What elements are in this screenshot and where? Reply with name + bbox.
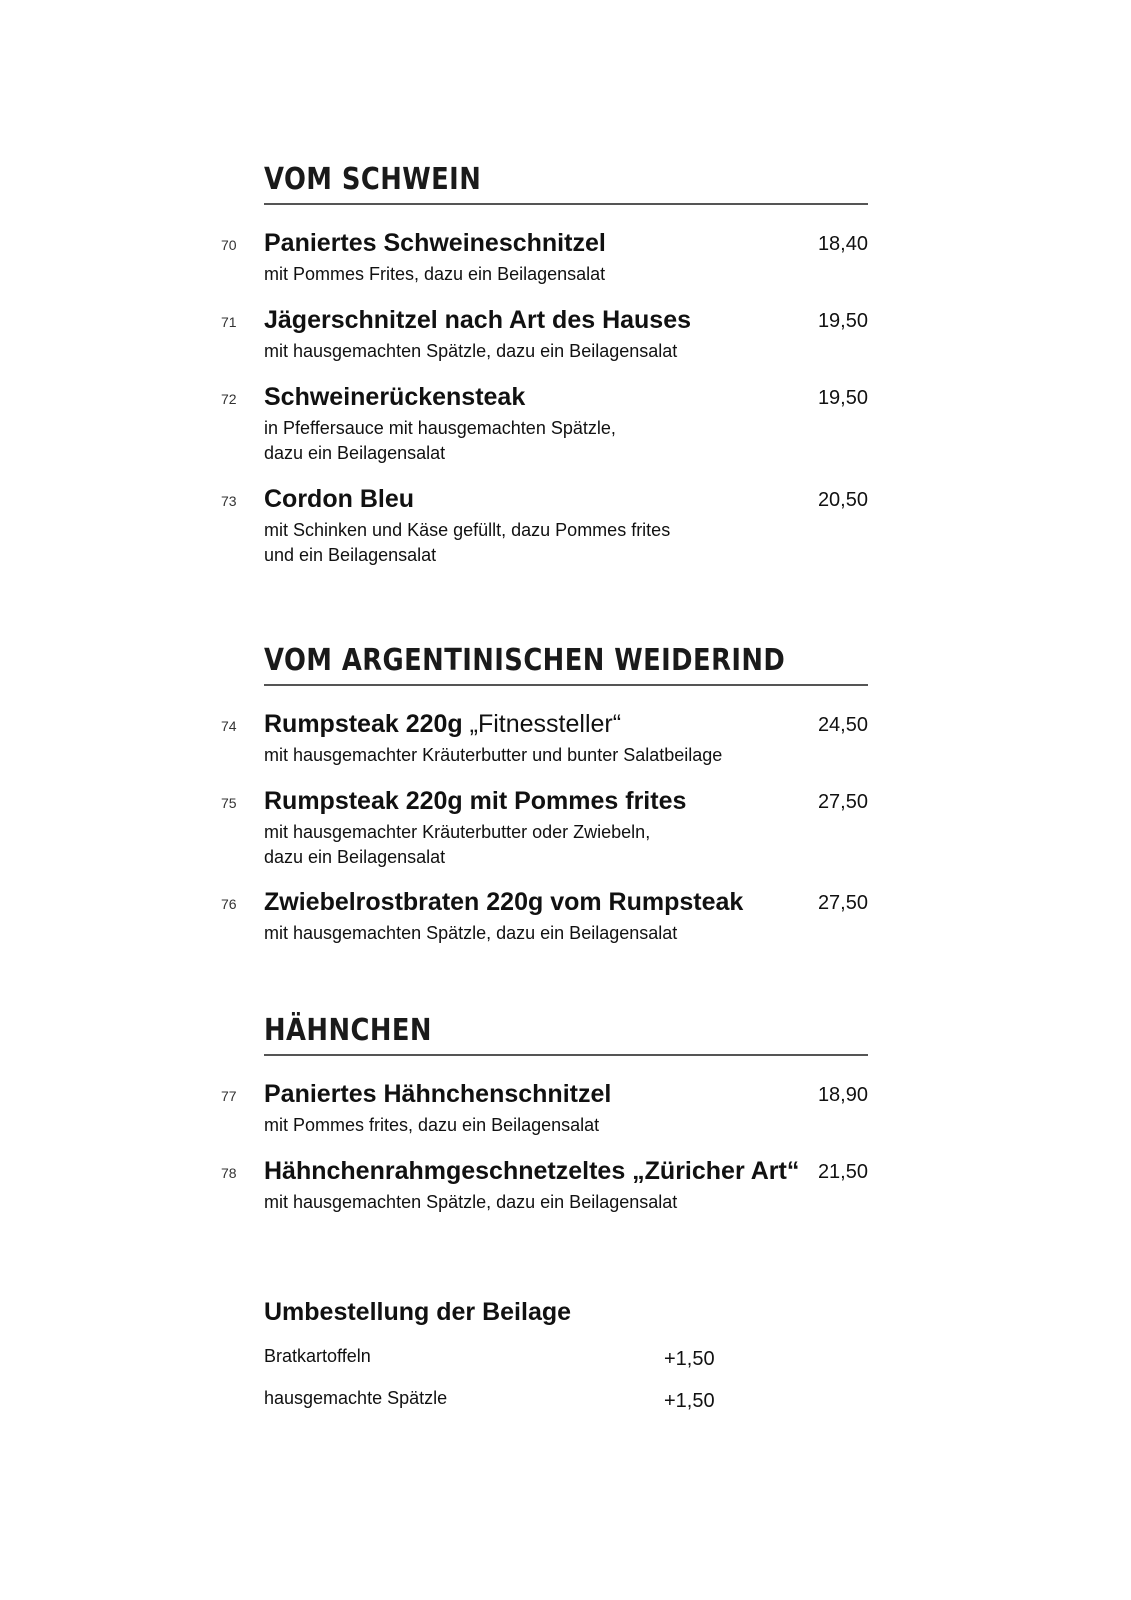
description-line: mit hausgemachter Kräuterbutter und bunter Salatbeilage	[264, 745, 723, 765]
item-title: Zwiebelrostbraten 220g vom Rumpsteak	[264, 888, 744, 916]
item-number: 74	[221, 718, 237, 734]
item-number: 73	[221, 493, 237, 509]
item-number: 70	[221, 237, 237, 253]
item-price: 21,50	[817, 1161, 868, 1183]
description-line: mit Pommes frites, dazu ein Beilagensalat	[264, 1115, 600, 1135]
item-title: Paniertes Hähnchenschnitzel	[264, 1080, 612, 1108]
description-line: mit hausgemachter Kräuterbutter oder Zwiebeln,	[264, 822, 651, 842]
item-price: 24,50	[817, 714, 868, 736]
extra-price: +1,50	[664, 1390, 715, 1412]
item-title: Jägerschnitzel nach Art des Hauses	[264, 306, 692, 334]
item-description	[264, 743, 722, 768]
extras-title: Umbestellung der Beilage	[264, 1298, 572, 1326]
description-line: mit hausgemachten Spätzle, dazu ein Beilagensalat	[264, 923, 678, 943]
item-number: 72	[221, 391, 237, 407]
item-description	[264, 416, 616, 466]
section-divider	[264, 684, 868, 686]
item-description	[264, 1190, 677, 1215]
description-line: und ein Beilagensalat	[264, 545, 437, 565]
item-title: Hähnchenrahmgeschnetzeltes „Züricher Art“	[264, 1157, 800, 1185]
description-line: dazu ein Beilagensalat	[264, 847, 446, 867]
item-price: 18,40	[817, 233, 868, 255]
item-description	[264, 820, 650, 870]
extra-label: hausgemachte Spätzle	[264, 1388, 448, 1408]
description-line: mit Schinken und Käse gefüllt, dazu Pommes frites	[264, 520, 671, 540]
item-number: 77	[221, 1088, 237, 1104]
item-description	[264, 921, 677, 946]
description-line: dazu ein Beilagensalat	[264, 443, 446, 463]
item-description	[264, 518, 670, 568]
extra-price: +1,50	[664, 1348, 715, 1370]
item-title-main: Rumpsteak 220g	[264, 710, 463, 738]
item-title	[264, 709, 621, 739]
section-heading: HÄHNCHEN	[264, 1013, 432, 1048]
section-heading: VOM SCHWEIN	[264, 162, 482, 197]
item-price: 20,50	[817, 489, 868, 511]
item-price: 18,90	[817, 1084, 868, 1106]
extra-label: Bratkartoffeln	[264, 1346, 371, 1366]
section-divider	[264, 1054, 868, 1056]
item-title: Cordon Bleu	[264, 485, 414, 513]
description-line: mit hausgemachten Spätzle, dazu ein Beilagensalat	[264, 1192, 678, 1212]
item-title-suffix: „Fitnessteller“	[469, 710, 622, 738]
description-line: mit Pommes Frites, dazu ein Beilagensalat	[264, 264, 606, 284]
item-number: 71	[221, 314, 237, 330]
section-divider	[264, 203, 868, 205]
item-number: 78	[221, 1165, 237, 1181]
item-title: Paniertes Schweineschnitzel	[264, 229, 606, 257]
item-description	[264, 1113, 599, 1138]
item-price: 19,50	[817, 310, 868, 332]
item-number: 75	[221, 795, 237, 811]
item-price: 27,50	[817, 791, 868, 813]
item-price: 27,50	[817, 892, 868, 914]
item-title: Rumpsteak 220g mit Pommes frites	[264, 787, 687, 815]
item-price: 19,50	[817, 387, 868, 409]
item-description	[264, 339, 677, 364]
item-title: Schweinerückensteak	[264, 383, 526, 411]
section-heading: VOM ARGENTINISCHEN WEIDERIND	[264, 643, 786, 678]
item-description	[264, 262, 605, 287]
item-number: 76	[221, 896, 237, 912]
description-line: mit hausgemachten Spätzle, dazu ein Beilagensalat	[264, 341, 678, 361]
description-line: in Pfeffersauce mit hausgemachten Spätzle,	[264, 418, 616, 438]
